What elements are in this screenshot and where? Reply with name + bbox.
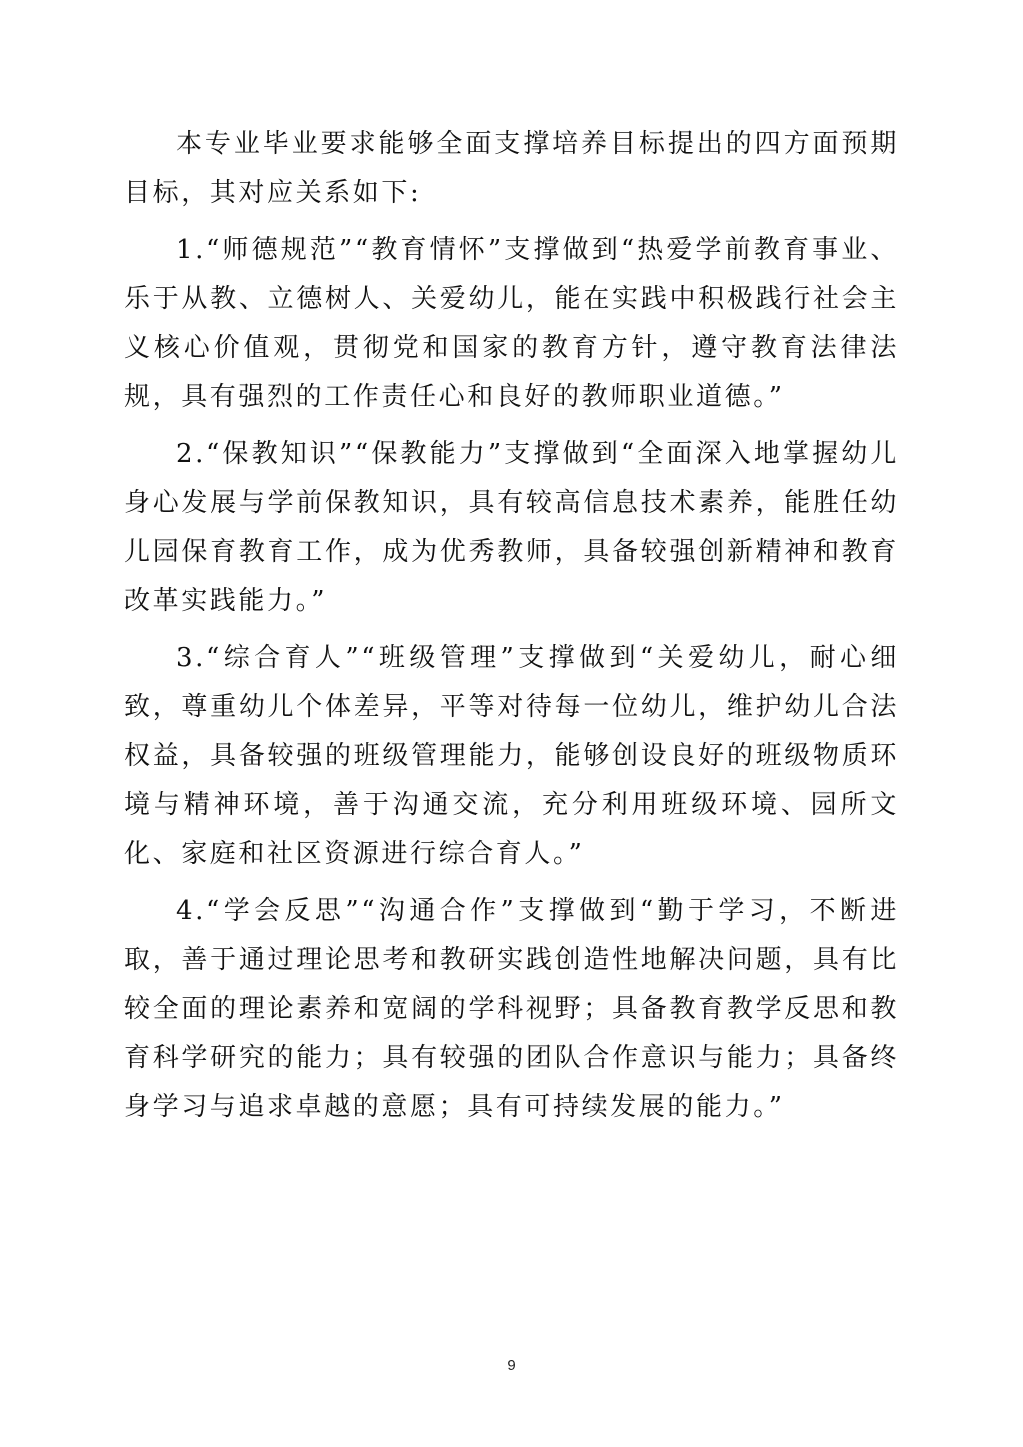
paragraph-item-3: 3.“综合育人”“班级管理”支撑做到“关爱幼儿，耐心细致，尊重幼儿个体差异，平等对待每一位幼儿，维护幼儿合法权益，具备较强的班级管理能力，能够创设良好的班级物质环境与精神环境，善于沟通交流，充分利用班级环境、园所文化、家庭和社区资源进行综合育人。” bbox=[124, 643, 899, 869]
document-body bbox=[124, 120, 899, 1140]
paragraph-item-2: 2.“保教知识”“保教能力”支撑做到“全面深入地掌握幼儿身心发展与学前保教知识，具有较高信息技术素养，能胜任幼儿园保育教育工作，成为优秀教师，具备较强创新精神和教育改革实践能力。” bbox=[124, 439, 899, 616]
paragraph-item-4: 4.“学会反思”“沟通合作”支撑做到“勤于学习，不断进取，善于通过理论思考和教研实践创造性地解决问题，具有比较全面的理论素养和宽阔的学科视野；具备教育教学反思和教育科学研究的能力；具有较强的团队合作意识与能力；具备终身学习与追求卓越的意愿；具有可持续发展的能力。” bbox=[124, 896, 899, 1122]
intro-paragraph: 本专业毕业要求能够全面支撑培养目标提出的四方面预期目标，其对应关系如下: bbox=[124, 129, 899, 208]
paragraph-item-1: 1.“师德规范”“教育情怀”支撑做到“热爱学前教育事业、乐于从教、立德树人、关爱幼儿，能在实践中积极践行社会主义核心价值观，贯彻党和国家的教育方针，遵守教育法律法规，具有强烈的工作责任心和良好的教师职业道德。” bbox=[124, 235, 899, 412]
page-number: 9 bbox=[507, 1357, 516, 1374]
